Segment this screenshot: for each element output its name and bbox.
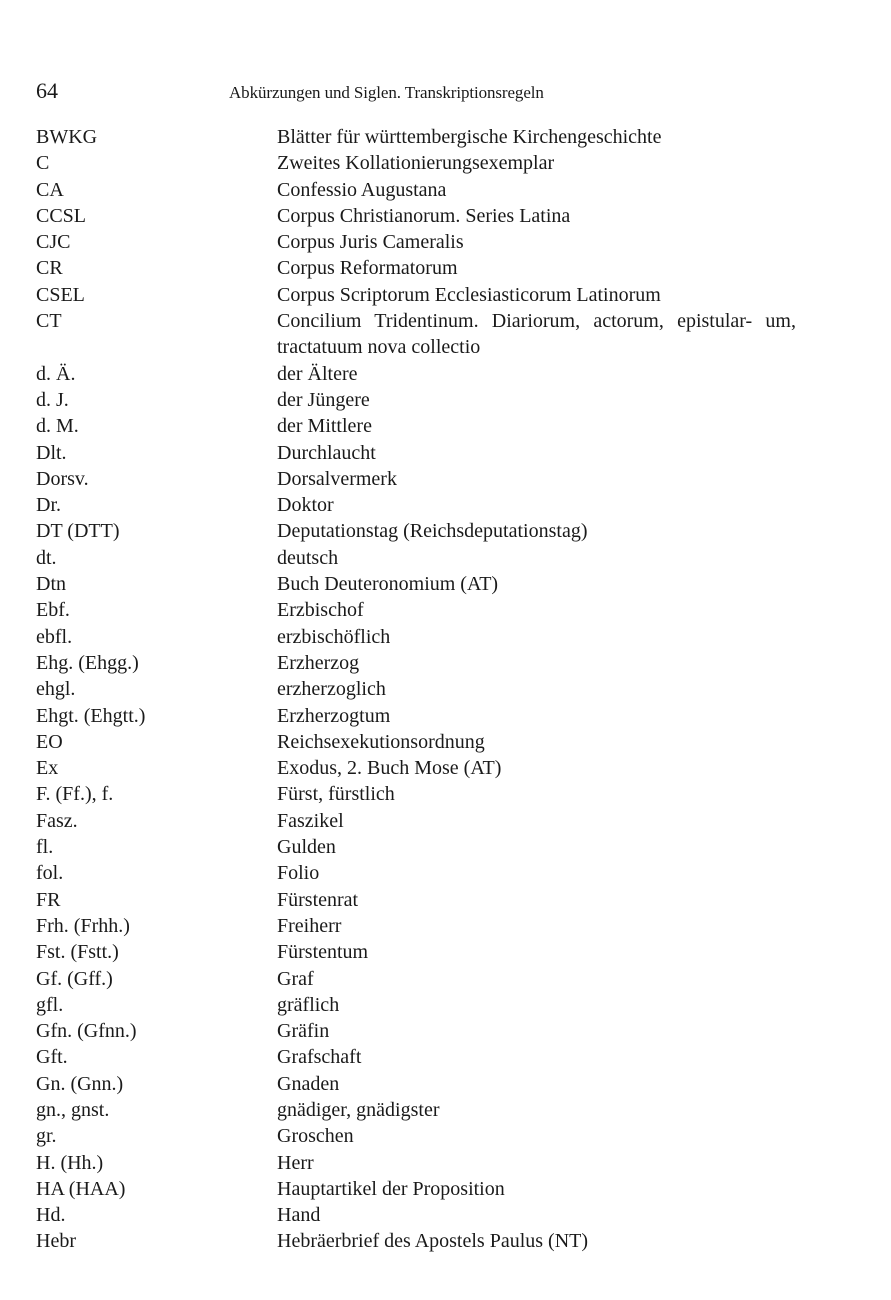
definition: Folio xyxy=(277,862,320,885)
definition: Hauptartikel der Proposition xyxy=(277,1177,505,1200)
abbreviation: fl. xyxy=(36,836,54,859)
definition: Zweites Kollationierungsexemplar xyxy=(277,152,555,175)
list-item xyxy=(36,518,796,544)
definition: Fürst, fürstlich xyxy=(277,783,395,806)
list-item xyxy=(36,413,796,439)
abbreviation: Gfn. (Gfnn.) xyxy=(36,1020,137,1043)
list-item xyxy=(36,545,796,571)
abbreviation: Dlt. xyxy=(36,441,67,464)
definition: Corpus Juris Cameralis xyxy=(277,231,464,254)
list-item xyxy=(36,1071,796,1097)
list-item xyxy=(36,703,796,729)
definition: Gnaden xyxy=(277,1072,340,1095)
abbreviation: gfl. xyxy=(36,993,64,1016)
abbreviation: Ex xyxy=(36,757,59,780)
definition: erzherzoglich xyxy=(277,678,386,701)
abbreviation: gn., gnst. xyxy=(36,1098,110,1121)
abbreviation: ehgl. xyxy=(36,678,76,701)
list-item xyxy=(36,1018,796,1044)
abbreviation: FR xyxy=(36,888,61,911)
abbreviation: Dr. xyxy=(36,494,61,517)
list-item xyxy=(36,440,796,466)
list-item xyxy=(36,966,796,992)
list-item xyxy=(36,781,796,807)
list-item xyxy=(36,308,796,361)
abbreviation: HA (HAA) xyxy=(36,1177,126,1200)
abbreviation: dt. xyxy=(36,546,57,569)
abbreviation: F. (Ff.), f. xyxy=(36,783,114,806)
abbreviation: Fst. (Fstt.) xyxy=(36,941,119,964)
list-item xyxy=(36,1044,796,1070)
definition: Hand xyxy=(277,1204,321,1227)
definition: der Ältere xyxy=(277,362,358,385)
abbreviation: Ebf. xyxy=(36,599,70,622)
definition: Faszikel xyxy=(277,809,344,832)
definition: Confessio Augustana xyxy=(277,178,447,201)
definition: deutsch xyxy=(277,546,339,569)
list-item xyxy=(36,255,796,281)
abbreviation: Gf. (Gff.) xyxy=(36,967,113,990)
abbreviation: DT (DTT) xyxy=(36,520,120,543)
definition: Doktor xyxy=(277,494,334,517)
definition: Erzherzogtum xyxy=(277,704,391,727)
definition: Herr xyxy=(277,1151,314,1174)
abbreviation: CT xyxy=(36,310,62,333)
abbreviation: d. Ä. xyxy=(36,362,76,385)
abbreviation: Ehg. (Ehgg.) xyxy=(36,651,139,674)
definition: Deputationstag (Reichsdeputationstag) xyxy=(277,520,588,543)
abbreviation: d. J. xyxy=(36,388,69,411)
list-item xyxy=(36,834,796,860)
abbreviation: Frh. (Frhh.) xyxy=(36,914,130,937)
list-item xyxy=(36,1123,796,1149)
list-item xyxy=(36,466,796,492)
definition: Graf xyxy=(277,967,314,990)
list-item xyxy=(36,624,796,650)
abbreviation: Ehgt. (Ehgtt.) xyxy=(36,704,146,727)
definition: gnädiger, gnädigster xyxy=(277,1098,440,1121)
definition: Fürstenrat xyxy=(277,888,359,911)
definition: Concilium Tridentinum. Diariorum, actorum, epistular- um, tractatuum nova collectio xyxy=(277,310,796,359)
abbreviation: Dorsv. xyxy=(36,467,89,490)
definition: Erzbischof xyxy=(277,599,364,622)
list-item xyxy=(36,755,796,781)
definition: Exodus, 2. Buch Mose (AT) xyxy=(277,757,502,780)
definition: Reichsexekutionsordnung xyxy=(277,730,485,753)
list-item xyxy=(36,1228,796,1254)
list-item xyxy=(36,150,796,176)
list-item xyxy=(36,887,796,913)
list-item xyxy=(36,1097,796,1123)
list-item xyxy=(36,229,796,255)
definition: Groschen xyxy=(277,1125,354,1148)
list-item xyxy=(36,860,796,886)
list-item xyxy=(36,808,796,834)
page-number: 64 xyxy=(36,78,58,103)
list-item xyxy=(36,992,796,1018)
definition: Durchlaucht xyxy=(277,441,376,464)
abbreviation: fol. xyxy=(36,862,64,885)
list-item xyxy=(36,729,796,755)
definition: Gräfin xyxy=(277,1020,330,1043)
list-item xyxy=(36,203,796,229)
running-head: Abkürzungen und Siglen. Transkriptionsregeln xyxy=(229,83,544,102)
abbreviation: d. M. xyxy=(36,415,79,438)
abbreviation: CA xyxy=(36,178,64,201)
list-item xyxy=(36,939,796,965)
abbreviation: C xyxy=(36,152,50,175)
abbreviation: gr. xyxy=(36,1125,57,1148)
definition: Dorsalvermerk xyxy=(277,467,397,490)
list-item xyxy=(36,913,796,939)
abbreviation: CJC xyxy=(36,231,71,254)
definition: Blätter für württembergische Kirchengeschichte xyxy=(277,126,662,148)
definition: Gulden xyxy=(277,836,336,859)
definition: Corpus Scriptorum Ecclesiasticorum Latinorum xyxy=(277,283,661,306)
abbreviation: ebfl. xyxy=(36,625,73,648)
abbreviation: Gn. (Gnn.) xyxy=(36,1072,124,1095)
list-item xyxy=(36,571,796,597)
abbreviation: CCSL xyxy=(36,204,87,227)
list-item xyxy=(36,282,796,308)
definition: der Mittlere xyxy=(277,415,372,438)
abbreviation: H. (Hh.) xyxy=(36,1151,104,1174)
definition: Hebräerbrief des Apostels Paulus (NT) xyxy=(277,1230,589,1253)
definition: Freiherr xyxy=(277,914,342,937)
definition: Grafschaft xyxy=(277,1046,362,1069)
abbreviation: Gft. xyxy=(36,1046,68,1069)
abbreviation: CR xyxy=(36,257,63,280)
list-item xyxy=(36,1176,796,1202)
definition: Buch Deuteronomium (AT) xyxy=(277,573,499,596)
list-item xyxy=(36,676,796,702)
list-item xyxy=(36,1150,796,1176)
list-item xyxy=(36,492,796,518)
definition: Corpus Reformatorum xyxy=(277,257,458,280)
definition: der Jüngere xyxy=(277,388,370,411)
definition: Fürstentum xyxy=(277,941,369,964)
definition: erzbischöflich xyxy=(277,625,391,648)
definition: Corpus Christianorum. Series Latina xyxy=(277,204,571,227)
list-item xyxy=(36,650,796,676)
abbreviation: Dtn xyxy=(36,573,66,596)
abbreviation: BWKG xyxy=(36,126,98,148)
abbreviation: EO xyxy=(36,730,63,753)
abbreviation: Hebr xyxy=(36,1230,76,1253)
abbreviation: Fasz. xyxy=(36,809,78,832)
definition: Erzherzog xyxy=(277,651,360,674)
abbreviation-list xyxy=(36,124,796,1255)
list-item xyxy=(36,1202,796,1228)
list-item xyxy=(36,124,796,150)
list-item xyxy=(36,361,796,387)
abbreviation: Hd. xyxy=(36,1204,66,1227)
list-item xyxy=(36,177,796,203)
page-header xyxy=(36,76,851,106)
definition: gräflich xyxy=(277,993,340,1016)
list-item xyxy=(36,387,796,413)
list-item xyxy=(36,597,796,623)
abbreviation: CSEL xyxy=(36,283,85,306)
